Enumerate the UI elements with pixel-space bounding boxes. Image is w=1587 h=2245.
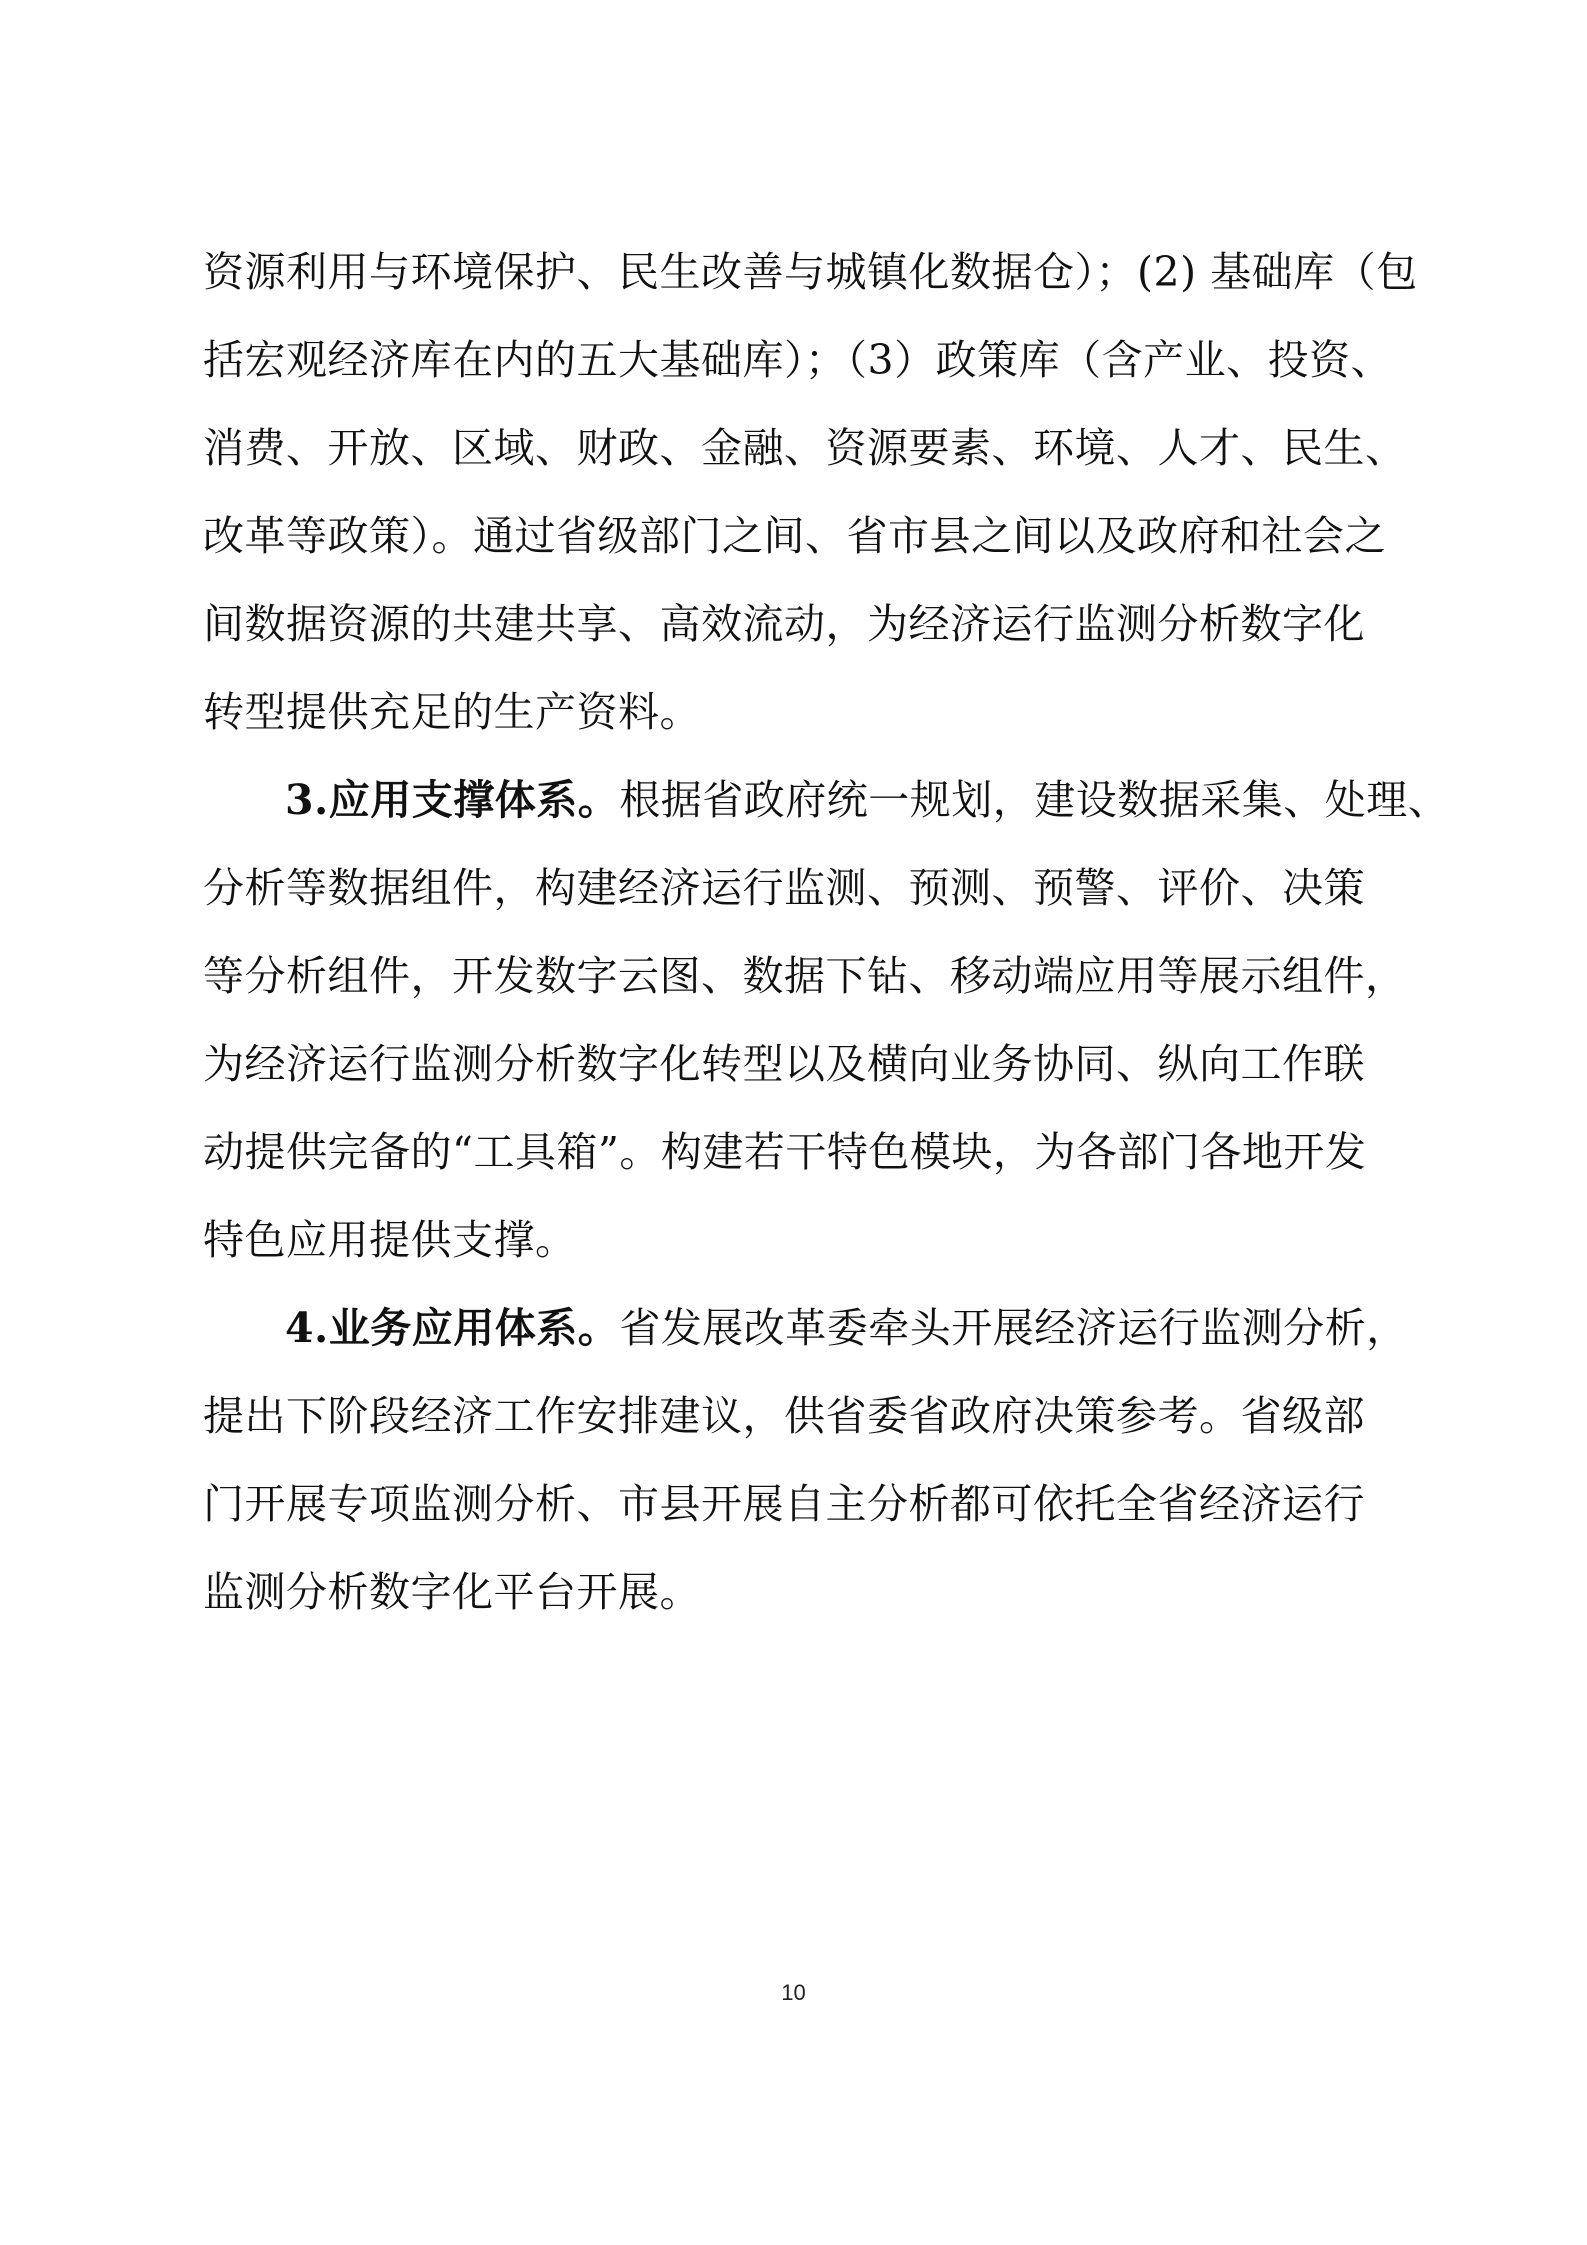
paragraph-2-first-line-text: 根据省政府统一规划，建设数据采集、处理、 bbox=[619, 776, 1450, 824]
paragraph-2-line-5: 动提供完备的“工具箱”。构建若干特色模块，为各部门各地开发 bbox=[203, 1128, 1367, 1176]
paragraph-2-line-3: 等分析组件，开发数字云图、数据下钻、移动端应用等展示组件， bbox=[203, 952, 1407, 1000]
paragraph-3-line-3: 门开展专项监测分析、市县开展自主分析都可依托全省经济运行 bbox=[203, 1480, 1365, 1528]
paragraph-1-line-4: 改革等政策）。通过省级部门之间、省市县之间以及政府和社会之 bbox=[203, 512, 1386, 560]
body-text bbox=[203, 228, 1450, 1636]
paragraph-1-line-6: 转型提供充足的生产资料。 bbox=[203, 688, 701, 736]
paragraph-2-line-2: 分析等数据组件，构建经济运行监测、预测、预警、评价、决策 bbox=[203, 864, 1365, 912]
page-number: 10 bbox=[781, 1980, 806, 2005]
paragraph-3-first-line-text: 省发展改革委牵头开展经济运行监测分析， bbox=[619, 1304, 1408, 1352]
paragraph-3-line-4: 监测分析数字化平台开展。 bbox=[203, 1568, 701, 1616]
paragraph-2-line-4: 为经济运行监测分析数字化转型以及横向业务协同、纵向工作联 bbox=[203, 1040, 1365, 1088]
section-heading-application-support: 3.应用支撑体系。 bbox=[285, 776, 620, 824]
paragraph-2-line-1 bbox=[203, 756, 1450, 844]
paragraph-3-line-2: 提出下阶段经济工作安排建议，供省委省政府决策参考。省级部 bbox=[203, 1392, 1365, 1440]
paragraph-1-line-2: 括宏观经济库在内的五大基础库）；（3）政策库（含产业、投资、 bbox=[203, 336, 1393, 384]
paragraph-1-line-3: 消费、开放、区域、财政、金融、资源要素、环境、人才、民生、 bbox=[203, 424, 1407, 472]
paragraph-1-line-1: 资源利用与环境保护、民生改善与城镇化数据仓）；(2) 基础库（包 bbox=[203, 248, 1418, 296]
paragraph-2-line-6: 特色应用提供支撑。 bbox=[203, 1216, 577, 1264]
paragraph-3-line-1 bbox=[203, 1284, 1408, 1372]
paragraph-1-line-5: 间数据资源的共建共享、高效流动，为经济运行监测分析数字化 bbox=[203, 600, 1365, 648]
section-heading-business-application: 4.业务应用体系。 bbox=[285, 1304, 620, 1352]
